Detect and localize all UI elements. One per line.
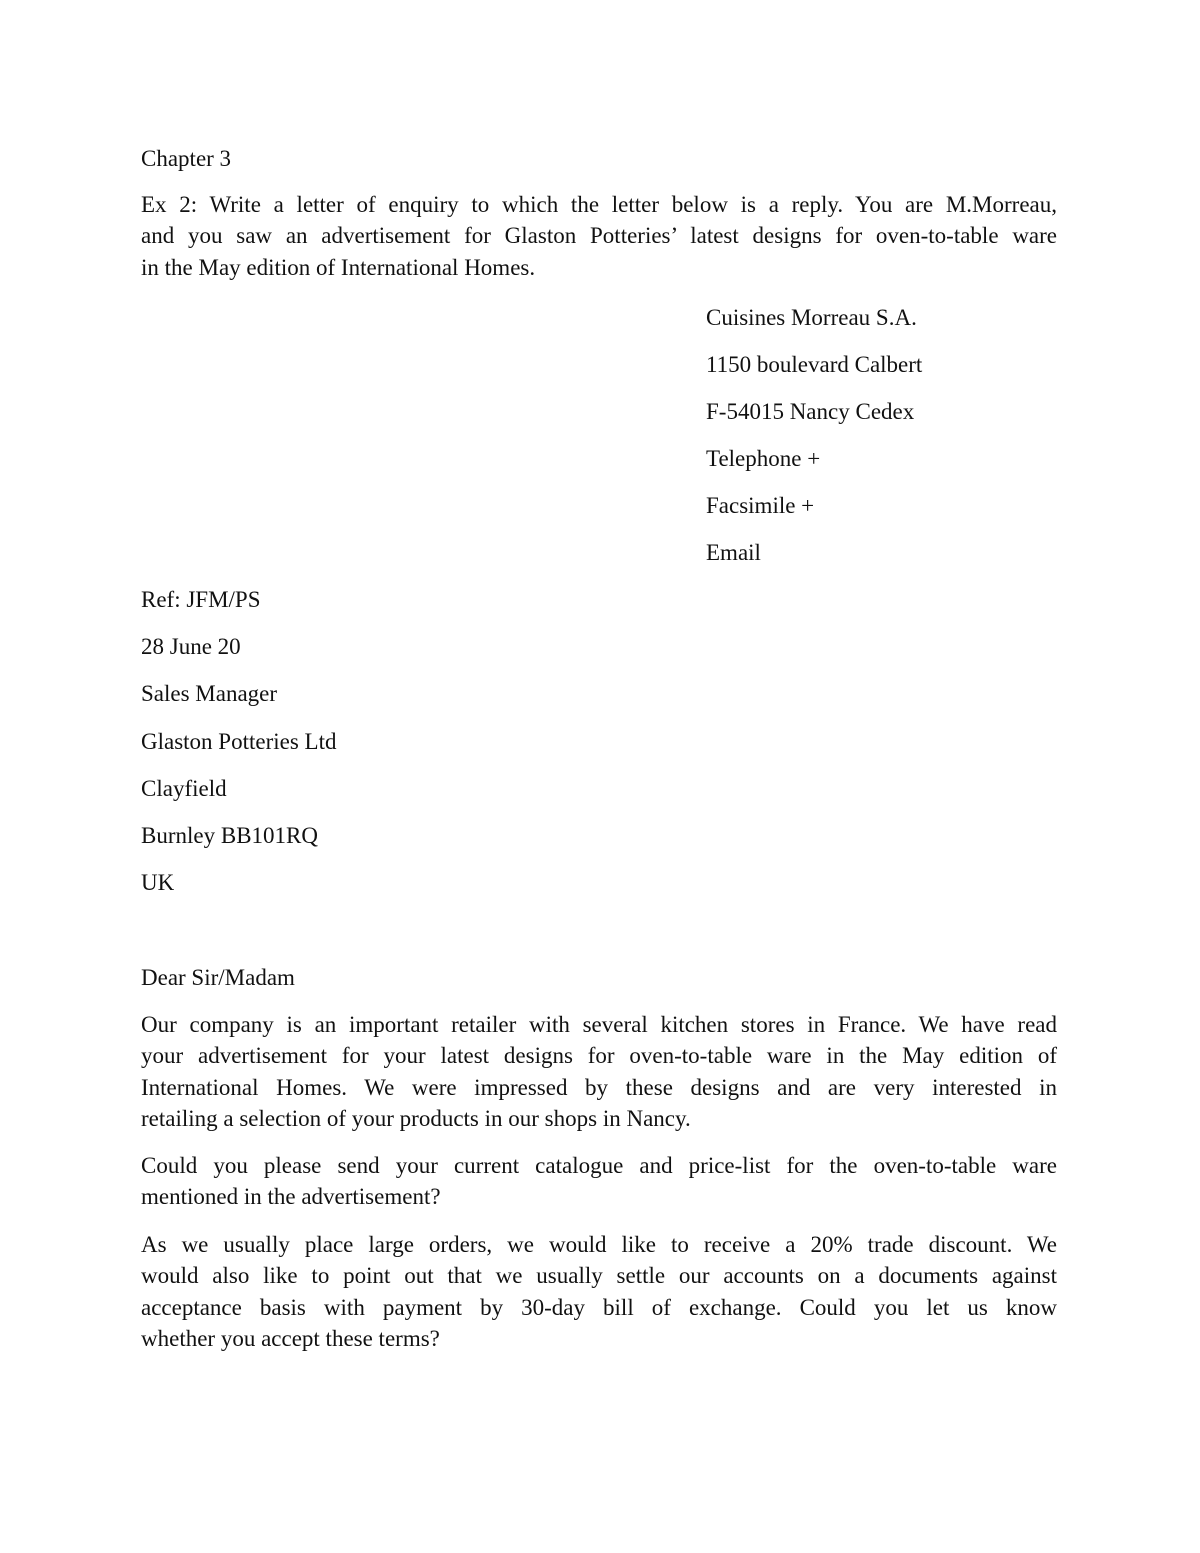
- body-paragraph-2: [141, 1150, 1057, 1213]
- chapter-heading: Chapter 3: [141, 146, 232, 171]
- sender-telephone: Telephone +: [706, 446, 821, 471]
- salutation: Dear Sir/Madam: [141, 965, 295, 990]
- recipient-title: Sales Manager: [141, 681, 278, 706]
- paragraph-line: retailing a selection of your products in our shops in Nancy.: [141, 1105, 691, 1131]
- sender-city: F-54015 Nancy Cedex: [706, 399, 915, 424]
- paragraph-line: mentioned in the advertisement?: [141, 1184, 441, 1210]
- sender-company: Cuisines Morreau S.A.: [706, 305, 917, 330]
- letter-date: 28 June 20: [141, 634, 241, 659]
- recipient-city: Burnley BB101RQ: [141, 823, 318, 848]
- paragraph-line: whether you accept these terms?: [141, 1325, 440, 1351]
- exercise-line: Ex 2: Write a letter of enquiry to which the letter below is a reply. You are M.Morreau,: [141, 192, 1057, 217]
- paragraph-line: acceptance basis with payment by 30-day bill of exchange. Could you let us know: [141, 1294, 1057, 1320]
- body-paragraph-3: [141, 1229, 1057, 1354]
- recipient-area: Clayfield: [141, 776, 227, 801]
- paragraph-line: As we usually place large orders, we would like to receive a 20% trade discount. We: [141, 1232, 1057, 1257]
- sender-email: Email: [706, 540, 761, 565]
- body-paragraph-1: [141, 1009, 1057, 1134]
- reference: Ref: JFM/PS: [141, 587, 261, 612]
- recipient-country: UK: [141, 870, 175, 895]
- paragraph-line: Could you please send your current catalogue and price-list for the oven-to-table ware: [141, 1153, 1057, 1178]
- paragraph-line: your advertisement for your latest designs for oven-to-table ware in the May edition of: [141, 1043, 1057, 1069]
- paragraph-line: International Homes. We were impressed by these designs and are very interested in: [141, 1074, 1057, 1100]
- paragraph-line: Our company is an important retailer with several kitchen stores in France. We have read: [141, 1012, 1057, 1037]
- exercise-line: in the May edition of International Homes.: [141, 254, 536, 280]
- sender-facsimile: Facsimile +: [706, 493, 815, 518]
- exercise-line: and you saw an advertisement for Glaston Potteries’ latest designs for oven-to-table ware: [141, 223, 1057, 249]
- sender-street: 1150 boulevard Calbert: [706, 352, 923, 377]
- recipient-company: Glaston Potteries Ltd: [141, 729, 337, 754]
- exercise-instruction: [141, 189, 1057, 283]
- paragraph-line: would also like to point out that we usually settle our accounts on a documents against: [141, 1263, 1057, 1289]
